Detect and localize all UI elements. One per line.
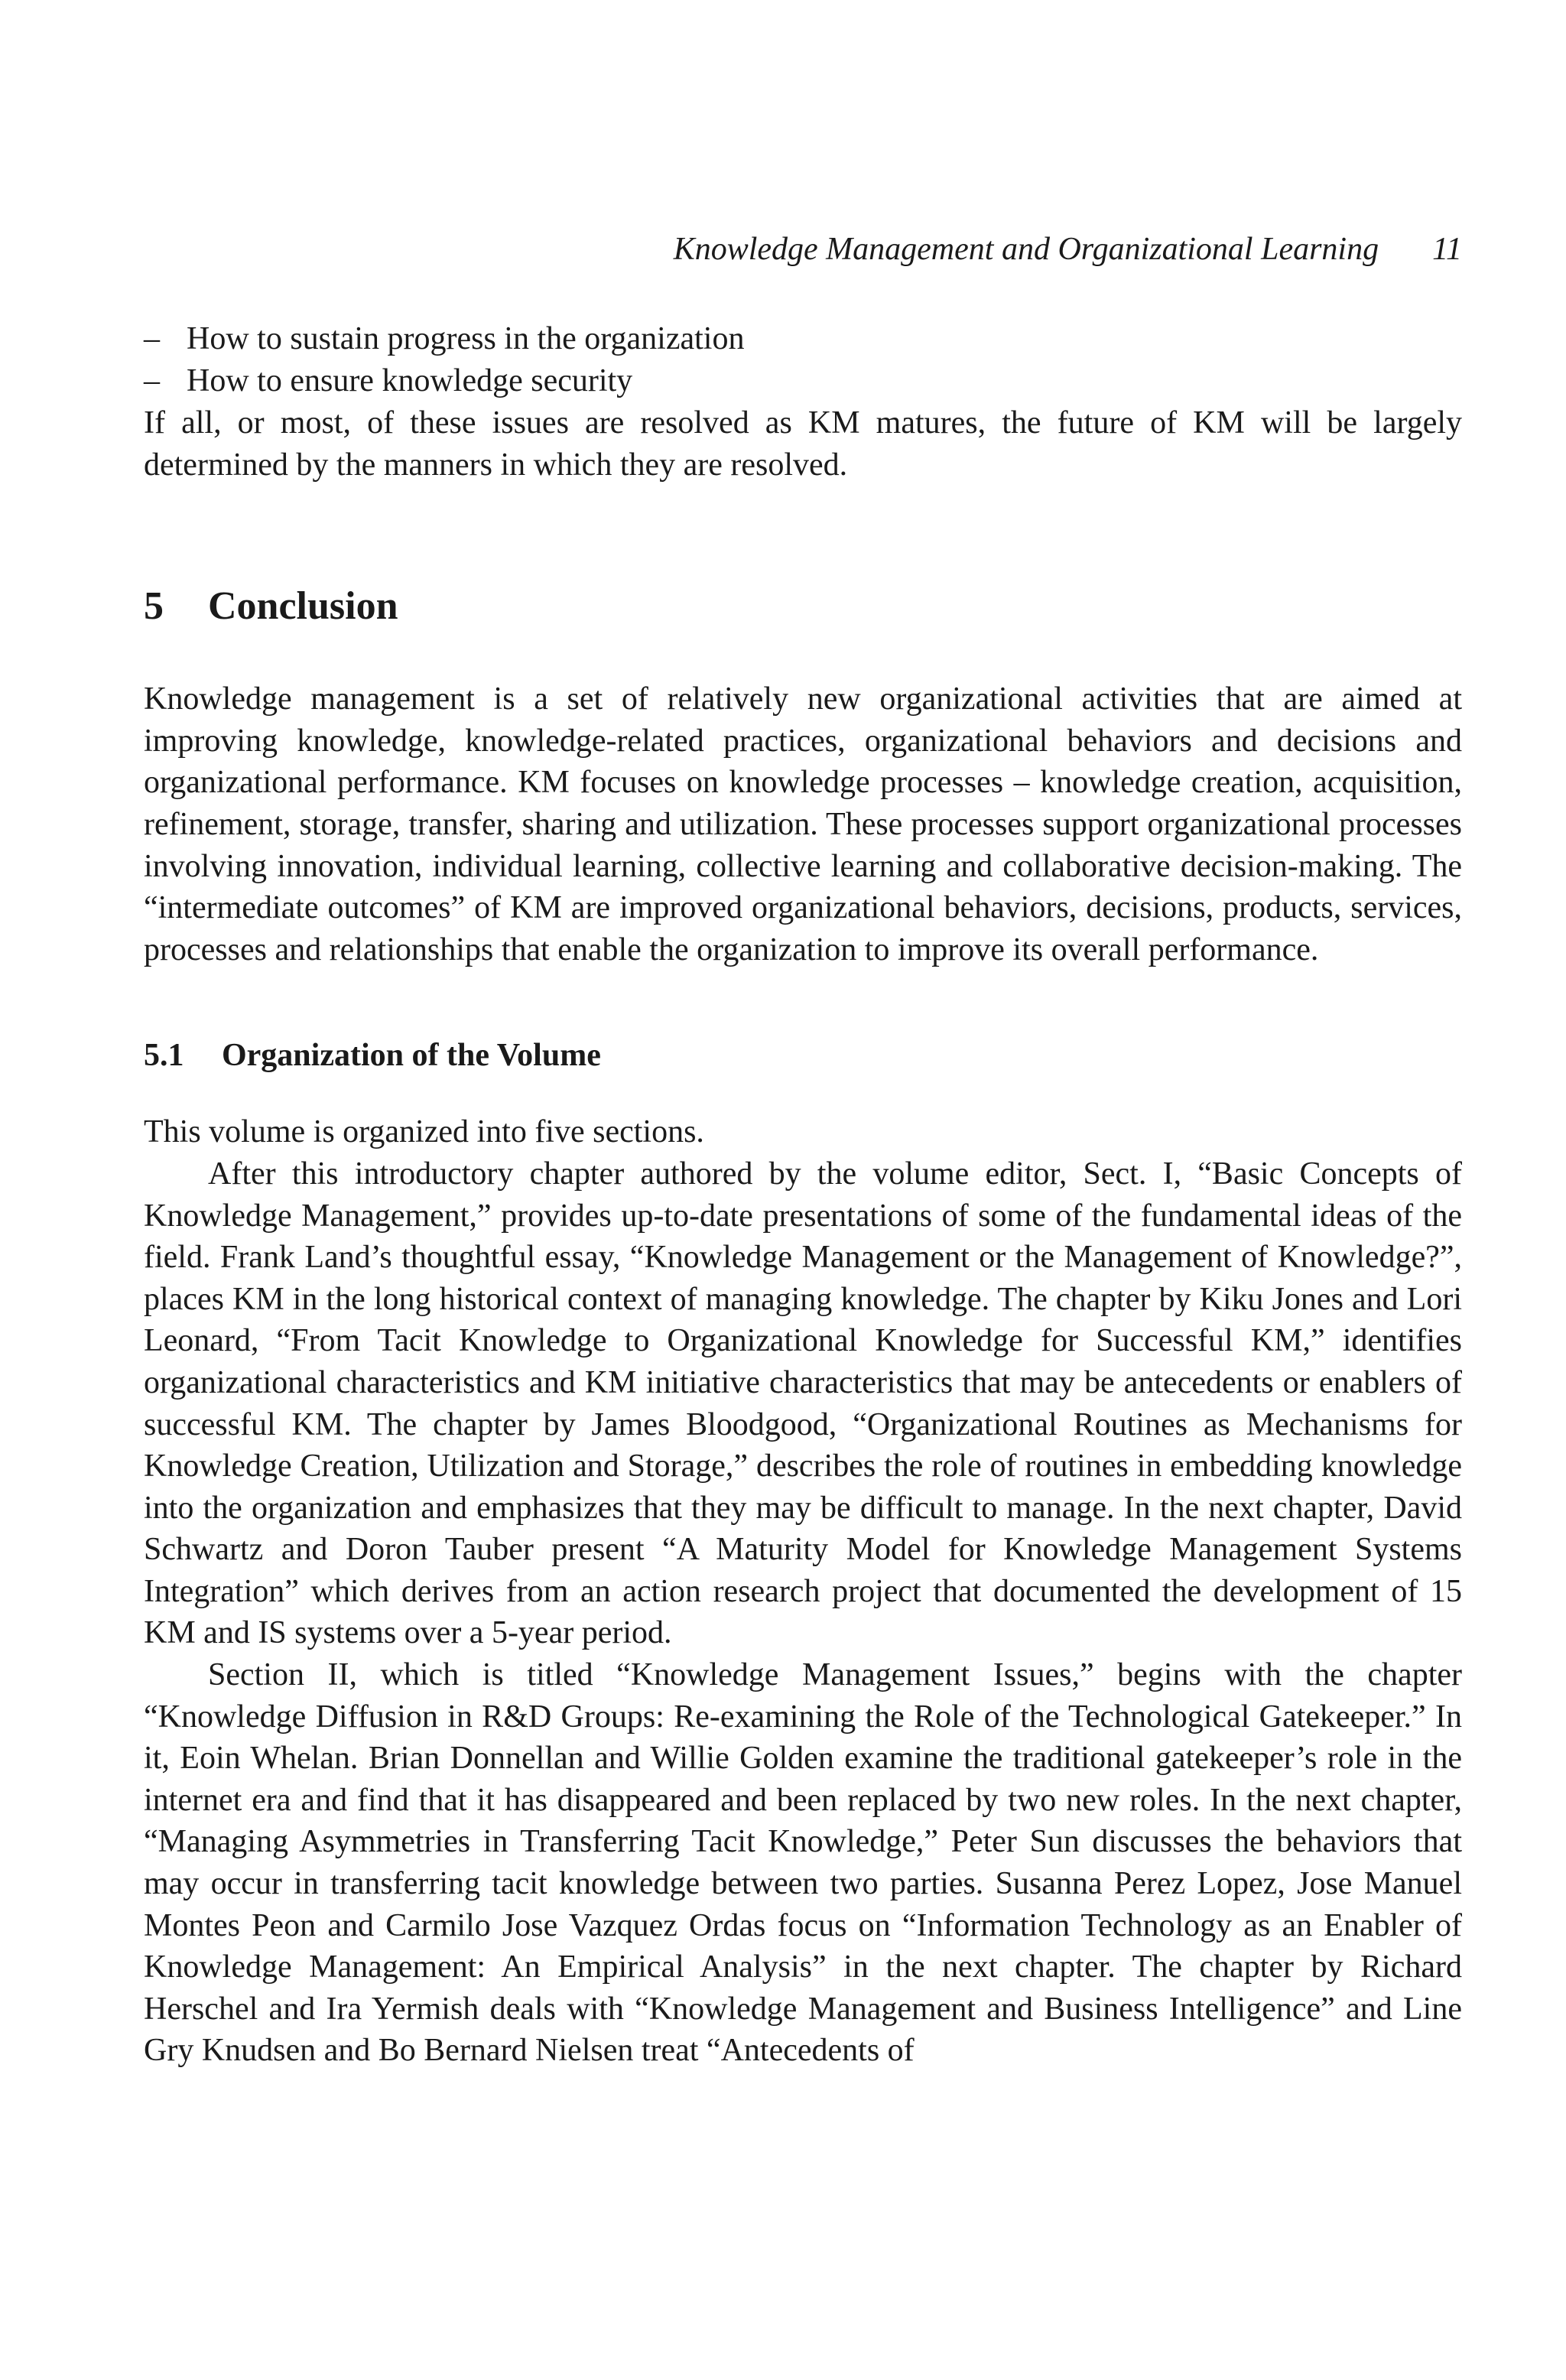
section-heading	[144, 582, 1462, 631]
subsection-heading	[144, 1035, 1462, 1076]
subsection-title: Organization of the Volume	[222, 1038, 601, 1074]
list-item-text: How to sustain progress in the organization	[187, 321, 745, 356]
bullet-list	[144, 318, 1462, 402]
dash-marker: –	[144, 363, 160, 398]
running-head	[144, 229, 1462, 269]
page-number: 11	[1432, 232, 1462, 267]
dash-marker: –	[144, 321, 160, 356]
page	[144, 229, 1462, 2072]
body-paragraph: After this introductory chapter authored by the volume editor, Sect. I, “Basic Concepts of Knowledge Management,” provides up-to-date presentations of some of the fundamental ideas of the field. Frank Land’s thoughtful essay, “Knowledge Management or the Management of Knowledge?”, places KM in the long historical context of managing knowledge. The chapter by Kiku Jones and Lori Leonard, “From Tacit Knowledge to Organizational Knowledge for Successful KM,” identifies organizational characteristics and KM initiative characteristics that may be antecedents or enablers of successful KM. The chapter by James Bloodgood, “Organizational Routines as Mechanisms for Knowledge Creation, Utilization and Storage,” describes the role of routines in embedding knowledge into the organization and emphasizes that they may be difficult to manage. In the next chapter, David Schwartz and Doron Tauber present “A Maturity Model for Knowledge Management Systems Integration” which derives from an action research project that documented the development of 15 KM and IS systems over a 5-year period.	[144, 1156, 1462, 1651]
list-item	[144, 360, 1462, 402]
intro-paragraph: If all, or most, of these issues are resolved as KM matures, the future of KM will be largely determined by the manners in which they are resolved.	[144, 405, 1462, 483]
section-number: 5	[144, 584, 164, 629]
section-title: Conclusion	[208, 584, 398, 629]
running-head-title: Knowledge Management and Organizational Learning	[673, 232, 1379, 267]
conclusion-paragraph: Knowledge management is a set of relatively new organizational activities that are aimed at improving knowledge, knowledge-related practices, organizational behaviors and decisions and organizational performance. KM focuses on knowledge processes – knowledge creation, acquisition, refinement, storage, transfer, sharing and utilization. These processes support organizational processes involving innovation, individual learning, collective learning and collaborative decision-making. The “intermediate outcomes” of KM are improved organizational behaviors, decisions, products, services, processes and relationships that enable the organization to improve its overall performance.	[144, 681, 1462, 967]
list-item-text: How to ensure knowledge security	[187, 363, 633, 398]
list-item	[144, 318, 1462, 360]
body-paragraph: Section II, which is titled “Knowledge Management Issues,” begins with the chapter “Knowledge Diffusion in R&D Groups: Re-examining the Role of the Technological Gatekeeper.” In it, Eoin Whelan. Brian Donnellan and Willie Golden examine the traditional gatekeeper’s role in the internet era and find that it has disappeared and been replaced by two new roles. In the next chapter, “Managing Asymmetries in Transferring Tacit Knowledge,” Peter Sun discusses the behaviors that may occur in transferring tacit knowledge between two parties. Susanna Perez Lopez, Jose Manuel Montes Peon and Carmilo Jose Vazquez Ordas focus on “Information Technology as an Enabler of Knowledge Management: An Empirical Analysis” in the next chapter. The chapter by Richard Herschel and Ira Yermish deals with “Knowledge Management and Business Intelligence” and Line Gry Knudsen and Bo Bernard Nielsen treat “Antecedents of	[144, 1657, 1462, 2069]
body-paragraph: This volume is organized into five sections.	[144, 1114, 704, 1150]
subsection-number: 5.1	[144, 1038, 184, 1074]
